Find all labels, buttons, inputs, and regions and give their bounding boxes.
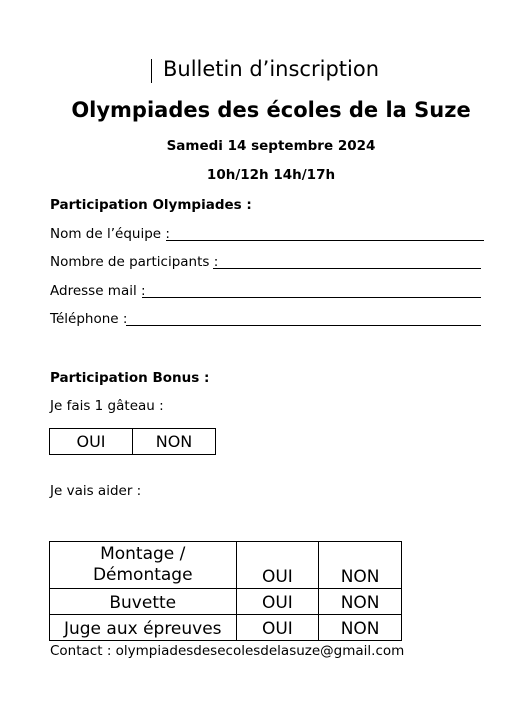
help-judge-no[interactable]: NON [319,615,402,641]
participants-count-field[interactable] [213,268,481,269]
help-task-judge: Juge aux épreuves [50,615,237,641]
cake-choice-table [49,428,216,455]
help-task-setup: Montage / Démontage [50,542,237,589]
help-setup-yes[interactable]: OUI [236,542,319,589]
table-row [50,589,402,615]
phone-label: Téléphone : [50,311,128,327]
event-date: Samedi 14 septembre 2024 [166,138,376,154]
help-question: Je vais aider : [50,483,142,499]
table-row [50,542,402,589]
contact-info: Contact : olympiadesdesecolesdelasuze@gmail.com [50,643,405,659]
participants-count-label: Nombre de participants : [50,254,219,270]
bonus-heading: Participation Bonus : [50,370,210,386]
participation-heading: Participation Olympiades : [50,197,252,213]
table-row [50,615,402,641]
help-task-bar: Buvette [50,589,237,615]
phone-field[interactable] [126,325,481,326]
event-hours: 10h/12h 14h/17h [206,167,336,183]
help-judge-yes[interactable]: OUI [236,615,319,641]
help-bar-no[interactable]: NON [319,589,402,615]
help-setup-no[interactable]: NON [319,542,402,589]
help-table [49,541,402,641]
cake-yes-option[interactable]: OUI [50,429,133,455]
cake-no-option[interactable]: NON [133,429,216,455]
cake-question: Je fais 1 gâteau : [50,398,164,414]
team-name-field[interactable] [166,240,484,241]
email-label: Adresse mail : [50,283,146,299]
team-name-label: Nom de l’équipe : [50,226,170,242]
email-field[interactable] [142,297,481,298]
event-title: Olympiades des écoles de la Suze [71,98,471,122]
form-title: Bulletin d’inscription [162,57,380,81]
help-bar-yes[interactable]: OUI [236,589,319,615]
